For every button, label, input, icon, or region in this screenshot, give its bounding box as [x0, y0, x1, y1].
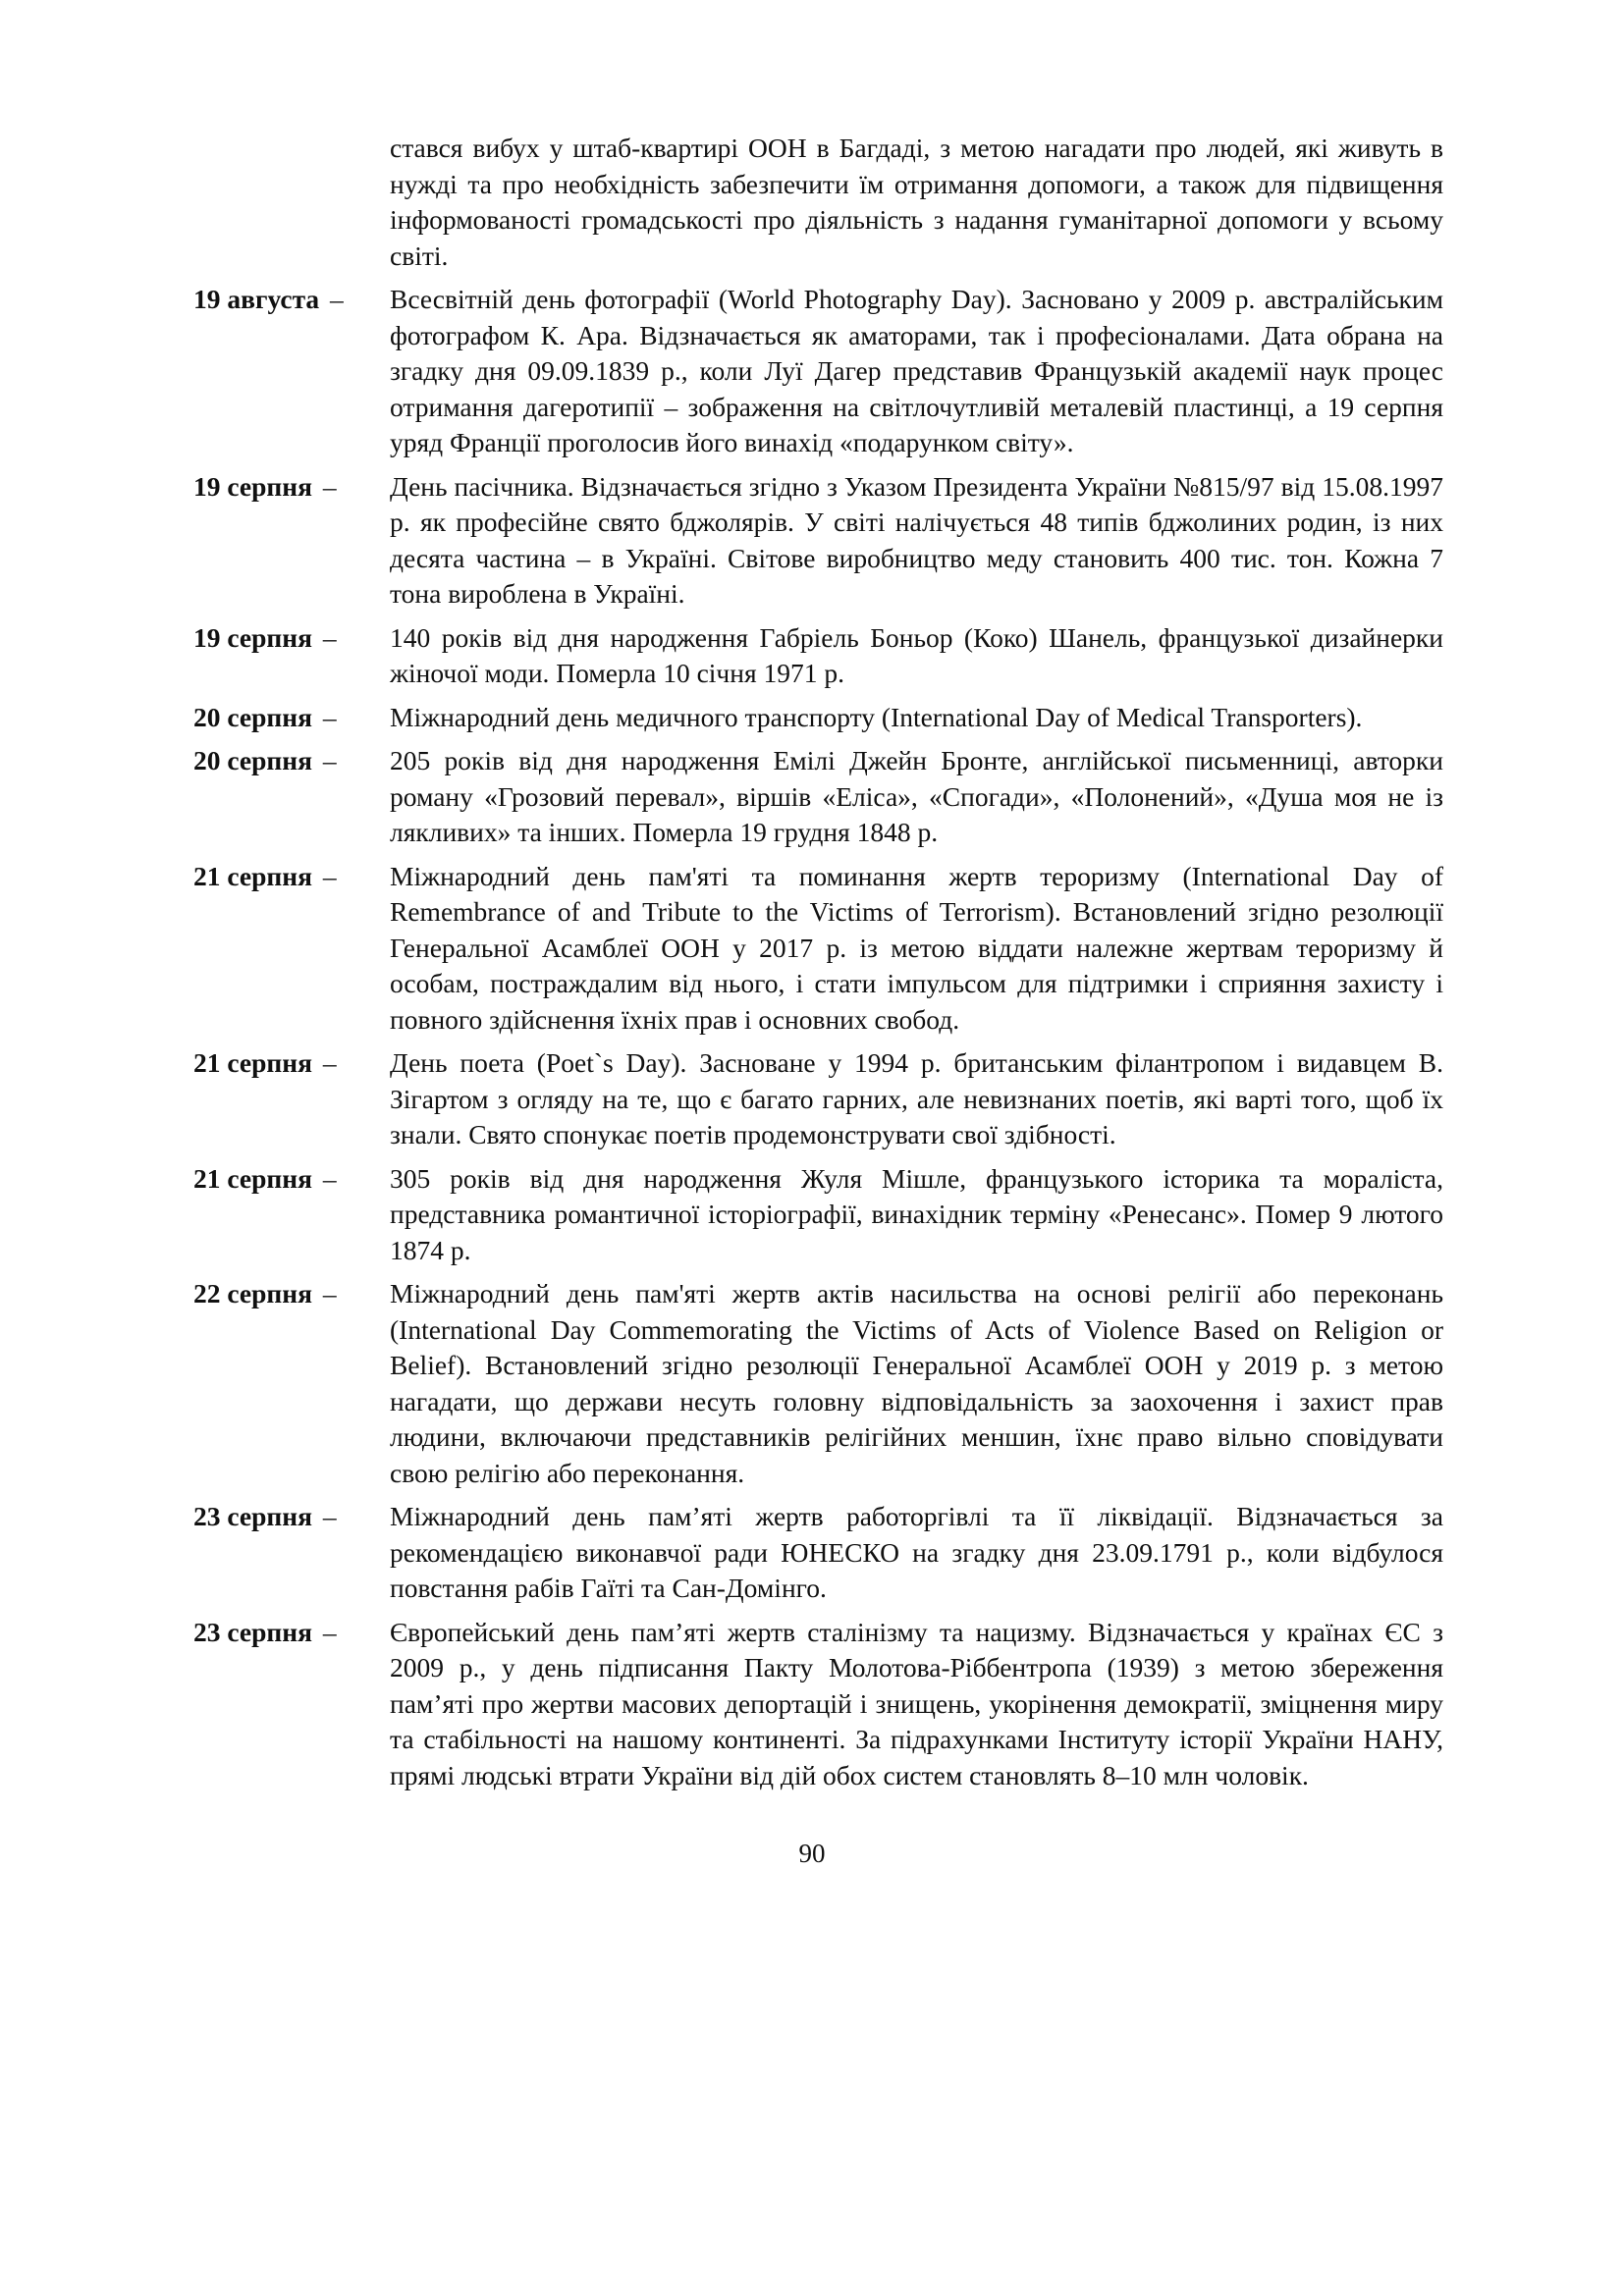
entry-dash: – [322, 860, 337, 891]
entry-heading [193, 620, 390, 657]
calendar-entry [193, 469, 1443, 613]
entry-dash: – [322, 701, 337, 732]
entry-dash: – [322, 1501, 337, 1531]
calendar-entry [193, 282, 1443, 461]
calendar-entry [193, 743, 1443, 851]
entry-dash: – [322, 1047, 337, 1078]
entry-heading [193, 1276, 390, 1312]
entry-date: 23 серпня [193, 1616, 312, 1647]
page-number: 90 [798, 1839, 826, 1868]
entry-text: Міжнародний день пам’яті жертв работоргівлі та її ліквідації. Відзначається за рекомендацією виконавчої ради ЮНЕСКО на згадку дня 23.09.1791 р., коли відбулося повстання рабів Гаїті та Сан-Домінго. [390, 1501, 1443, 1603]
entry-dash: – [322, 621, 337, 653]
entry-heading [193, 469, 390, 506]
entry-text: День пасічника. Відзначається згідно з Указом Президента України №815/97 від 15.08.1997 р. як професійне свято бджолярів. У світі налічується 48 типів бджолиних родин, із них десята частина – в Україні. Світове виробництво меду становить 400 тис. тон. Кожна 7 тона вироблена в Україні. [390, 470, 1443, 609]
entry-text: 305 років від дня народження Жуля Мішле, французького історика та мораліста, представника романтичної історіографії, винахідник терміну «Ренесанс». Помер 9 лютого 1874 р. [390, 1162, 1443, 1265]
entry-dash: – [322, 1616, 337, 1647]
lead-paragraph: стався вибух у штаб-квартирі ООН в Багдаді, з метою нагадати про людей, які живуть в нужді та про необхідність забезпечити їм отримання допомоги, а також для підвищення інформованості громадськості про діяльність з надання гуманітарної допомоги у всьому світі. [390, 133, 1443, 271]
entry-text: Міжнародний день медичного транспорту (International Day of Medical Transporters). [390, 701, 1363, 732]
calendar-entry [193, 1499, 1443, 1607]
page-content [193, 131, 1443, 1801]
entry-text: 205 років від дня народження Емілі Джейн Бронте, англійської письменниці, авторки роману «Грозовий перевал», віршів «Еліса», «Спогади», «Полонений», «Душа моя не із лякливих» та інших. Померла 19 грудня 1848 р. [390, 745, 1443, 847]
entry-heading [193, 743, 390, 779]
calendar-entry [193, 1045, 1443, 1153]
entry-date: 19 серпня [193, 621, 312, 653]
calendar-entry [193, 700, 1443, 736]
entry-date: 21 серпня [193, 860, 312, 891]
entry-text: Міжнародний день пам'яті та поминання жертв тероризму (International Day of Remembrance of and Tribute to the Victims of Terrorism). Встановлений згідно резолюції Генеральної Асамблеї ООН у 2017 р. із метою віддати належне жертвам тероризму й особам, постраждалим від нього, і стати імпульсом для підтримки і сприяння захисту і повного здійснення їхніх прав і основних свобод. [390, 860, 1443, 1035]
entry-date: 21 серпня [193, 1162, 312, 1194]
entry-date: 23 серпня [193, 1501, 312, 1531]
calendar-entries [193, 282, 1443, 1793]
entry-dash: – [322, 745, 337, 775]
entry-text: 140 років від дня народження Габріель Боньор (Коко) Шанель, французької дизайнерки жіночої моди. Померла 10 січня 1971 р. [390, 621, 1443, 688]
entry-dash: – [330, 284, 344, 314]
entry-heading [193, 1161, 390, 1198]
entry-date: 20 серпня [193, 701, 312, 732]
entry-date: 22 серпня [193, 1278, 312, 1308]
calendar-entry [193, 1276, 1443, 1491]
entry-text: Міжнародний день пам'яті жертв актів насильства на основі релігії або переконань (International Day Commemorating the Victims of Acts of Violence Based on Religion or Belief). Встановлений згідно резолюції Генеральної Асамблеї ООН у 2019 р. з метою нагадати, що держави несуть головну відповідальність за заохочення і захист прав людини, включаючи представників релігійних меншин, їхнє право вільно сповідувати свою релігію або переконання. [390, 1278, 1443, 1488]
entry-text: Всесвітній день фотографії (World Photography Day). Засновано у 2009 р. австралійським фотографом К. Ара. Відзначається як аматорами, так і професіоналами. Дата обрана на згадку дня 09.09.1839 р., коли Луї Дагер представив Французькій академії наук процес отримання дагеротипії – зображення на світлочутливій металевій пластинці, а 19 серпня уряд Франції проголосив його винахід «подарунком світу». [390, 284, 1443, 457]
entry-dash: – [322, 1278, 337, 1308]
entry-heading [193, 700, 390, 736]
entry-text: Європейський день пам’яті жертв сталінізму та нацизму. Відзначається у країнах ЄС з 2009 р., у день підписання Пакту Молотова-Ріббентропа (1939) з метою збереження пам’яті про жертви масових депортацій і знищень, укорінення демократії, зміцнення миру та стабільності на нашому континенті. За підрахунками Інституту історії України НАНУ, прямі людські втрати України від дій обох систем становлять 8–10 млн чоловік. [390, 1616, 1443, 1790]
entry-date: 20 серпня [193, 745, 312, 775]
calendar-entry [193, 1615, 1443, 1794]
entry-dash: – [322, 1162, 337, 1194]
entry-date: 19 серпня [193, 470, 312, 502]
entry-heading [193, 859, 390, 895]
calendar-entry [193, 1161, 1443, 1269]
entry-heading [193, 1499, 390, 1535]
entry-date: 21 серпня [193, 1047, 312, 1078]
entry-heading [193, 1045, 390, 1082]
entry-text: День поета (Poet`s Day). Засноване у 1994 р. британським філантропом і видавцем В. Зігартом з огляду на те, що є багато гарних, але невизнаних поетів, які варті того, щоб їх знали. Свято спонукає поетів продемонструвати свої здібності. [390, 1047, 1443, 1149]
calendar-entry [193, 620, 1443, 692]
entry-heading [193, 282, 390, 318]
entry-heading [193, 1615, 390, 1651]
entry-date: 19 августа [193, 284, 320, 314]
calendar-entry [193, 859, 1443, 1039]
entry-dash: – [322, 470, 337, 502]
